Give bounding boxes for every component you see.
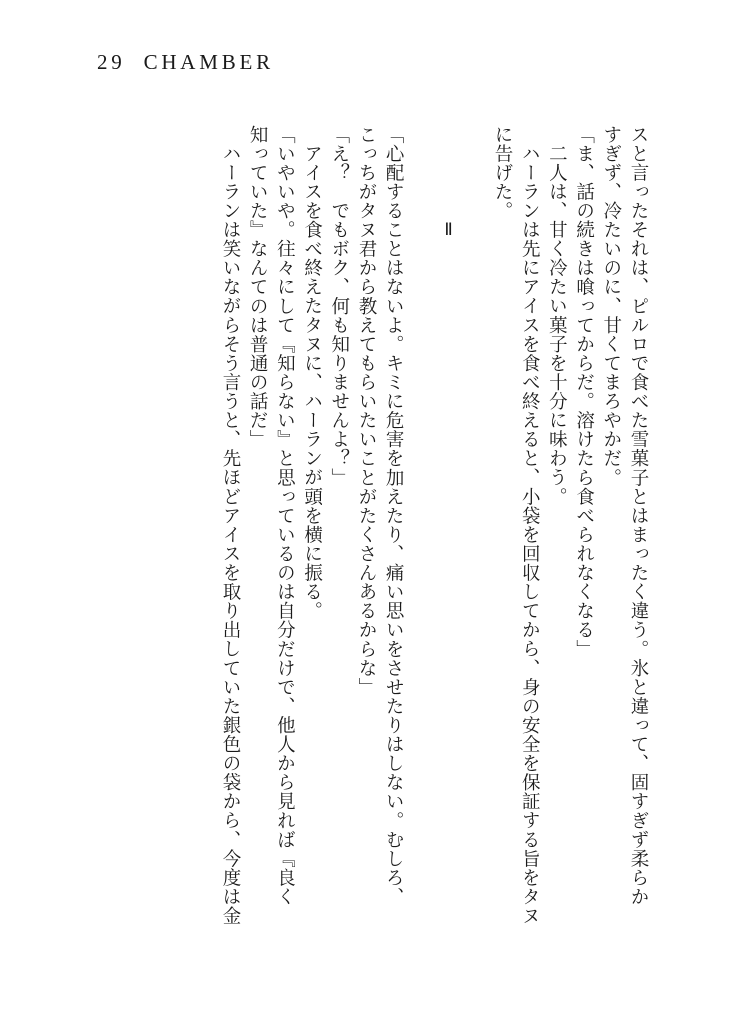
running-header — [97, 50, 274, 75]
paragraph: 二人は、甘く冷たい菓子を十分に味わう。 — [546, 143, 568, 506]
vertical-body-text — [92, 125, 652, 925]
paragraph: ハーランは笑いながらそう言うと、先ほどアイスを取り出していた銀色の袋から、今度は金 — [219, 143, 241, 925]
paragraph: 「心配することはないよ。キミに危害を加えたり、痛い思いをさせたりはしない。むしろ、こっちがタヌ君から教えてもらいたいことがたくさんあるからな」 — [355, 125, 405, 907]
page-number: 29 — [97, 50, 126, 74]
paragraph: 「いやいや。往々にして『知らない』と思っているのは自分だけで、他人から見れば『良く知っていた』なんてのは普通の話だ」 — [247, 125, 296, 907]
paragraph: 「ま、話の続きは喰ってからだ。溶けたら食べられなくなる」 — [573, 125, 595, 659]
paragraph: ハーランは先にアイスを食べ終えると、小袋を回収してから、身の安全を保証する旨をタヌに告げた。 — [491, 125, 541, 925]
paragraph: 「え？ でもボク、何も知りませんよ？」 — [328, 125, 350, 488]
section-mark: Ⅱ — [438, 220, 459, 241]
paragraph: スと言ったそれは、ピルロで食べた雪菓子とはまったく違う。氷と違って、固すぎず柔らかすぎず、冷たいのに、甘くてまろやかだ。 — [600, 125, 649, 907]
blank-line — [407, 125, 434, 925]
running-title: CHAMBER — [143, 50, 274, 74]
paragraph: アイスを食べ終えたタヌに、ハーランが頭を横に振る。 — [301, 143, 323, 620]
blank-line — [462, 125, 489, 925]
